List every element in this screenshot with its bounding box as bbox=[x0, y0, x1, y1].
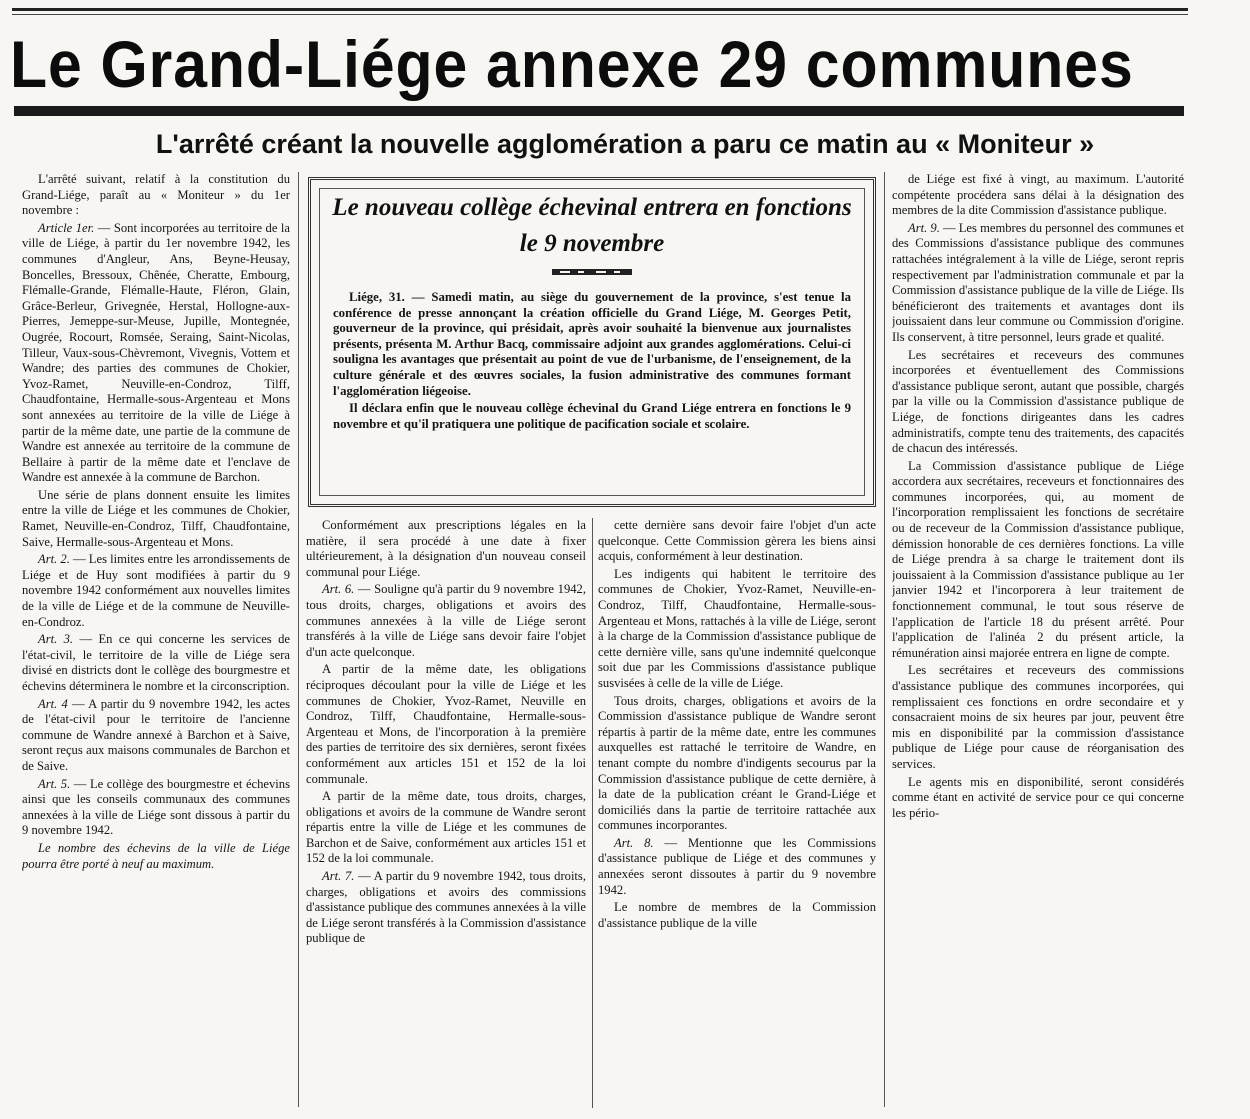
article-3 bbox=[22, 632, 290, 694]
aldermen-note: Le nombre des échevins de la ville de Liége pourra être porté à neuf au maximum. bbox=[22, 840, 290, 871]
agents-paragraph: Le agents mis en disponibilité, seront considérés comme étant en activité de service pour ce qui concerne les pério- bbox=[892, 774, 1184, 820]
article-label: Art. 6. bbox=[322, 582, 355, 597]
article-label: Art. 5. bbox=[38, 776, 71, 791]
article-label: Art. 4 bbox=[38, 696, 68, 711]
article-8 bbox=[598, 836, 876, 898]
article-1 bbox=[22, 221, 290, 486]
headline-rule bbox=[14, 106, 1184, 116]
column-divider bbox=[884, 172, 885, 1107]
article-column-4 bbox=[892, 172, 1184, 1107]
obligations-paragraph: A partir de la même date, les obligations réciproques découlant pour la ville de Liége et les communes de Chokier, Yvoz-Ramet, Neuville en Condroz, Tilff, Chaudfontaine, Hermalle-sous-Argenteau et Mons, de l'incorporation à la première des parties de territoire des six dernières, seront fixées conformément aux articles 151 et 152 de la loi communale. bbox=[306, 662, 586, 786]
secondary-functions-paragraph: Les secrétaires et receveurs des commissions d'assistance publique des communes incorporées, qui remplissaient ces fonctions en ordre secondaire et y consacraient moins de six heures par jour, peuvent être mis en disponibilité par la commission d'assistance publique de Liége pour cause de réorganisation des services. bbox=[892, 663, 1184, 771]
box-body bbox=[333, 290, 851, 432]
council-paragraph: Conformément aux prescriptions légales en la matière, il sera procédé à une date à fixer ultérieurement, à la désignation d'un nouveau conseil communal pour Liége. bbox=[306, 518, 586, 579]
top-rule bbox=[12, 8, 1188, 11]
article-column-3 bbox=[598, 518, 876, 1108]
box-title: Le nouveau collège échevinal entrera en fonctions le 9 novembre bbox=[332, 194, 852, 257]
plans-paragraph: Une série de plans donnent ensuite les limites entre la ville de Liége et les communes de Chokier, Ramet, Neuville-en-Condroz, Tilff, Chaudfontaine, Saive, Hermalle-sous-Argenteau et Mons. bbox=[22, 487, 290, 549]
article-text: — Les limites entre les arrondissements de Liége et de Huy sont modifiées à partir du 9 novembre 1942 conformément aux nouvelles limites de la ville de Liége et de la commune de Neuville-en-Condroz. bbox=[22, 552, 290, 629]
article-label: Art. 2. bbox=[38, 552, 70, 567]
article-7 bbox=[306, 869, 586, 947]
article-text: — A partir du 9 novembre 1942, tous droits, charges, obligations et avoirs des commissions d'assistance publique des communes annexées à la ville de Liége seront transférés à la Commission d'assistance publique de bbox=[306, 869, 586, 946]
secretaries-paragraph: Les secrétaires et receveurs des communes incorporées et éventuellement des Commissions d'assistance publique seront, autant que possible, chargés par la ville ou la Commission d'assistance publique de Liége, de fonctions dirigeantes dans les cadres administratifs, compte tenu des traitements, des capacités de chacun des intéressés. bbox=[892, 347, 1184, 456]
indigents-paragraph: Les indigents qui habitent le territoire des communes de Chokier, Yvoz-Ramet, Neuville-en-Condroz, Tilff, Chaudfontaine, Hermalle-sous-Argenteau et Mons, rattachés à la ville de Liége, seront à la charge de la Commission d'assistance publique de cette dernière ville, sans qu'une indemnité quelconque soit due par les Commissions d'assistance publique susvisées à celle de la ville de Liége. bbox=[598, 566, 876, 690]
article-5 bbox=[22, 777, 290, 839]
article-text: — Souligne qu'à partir du 9 novembre 1942, tous droits, charges, obligations et avoirs des communes annexées à la ville de Liége seront transférés à la ville de Liége sans devoir faire l'objet d'un acte quelconque. bbox=[306, 582, 586, 659]
headline: Le Grand-Liége annexe 29 communes bbox=[10, 27, 1134, 101]
commission-liege-paragraph: La Commission d'assistance publique de Liége accordera aux secrétaires, receveurs et fonctionnaires des communes incorporées, qui, au moment de l'incorporation remplissaient les fonctions de secrétaire ou de receveur de la Commission d'assistance publique, démission honorable de ces dernières fonctions. La ville de Liége prendra à sa charge le traitement dont ils jouissaient à la Commission d'assistance publique au 1er janvier 1942 et l'incorporera à leur traitement de fonctionnement communal, le tout sous réserve de l'application de l'article 18 du présent arrêté. Pour l'application de l'alinéa 2 du présent article, la rémunération ainsi majorée entrera en ligne de compte. bbox=[892, 458, 1184, 660]
ornament-icon bbox=[552, 268, 632, 276]
article-column-1 bbox=[22, 172, 290, 1107]
article-text: — Les membres du personnel des communes et des Commissions d'assistance publique des communes rattachées intégralement à la ville de Liége, seront repris respectivement par l'administration communale et par la Commission d'assistance publique de la ville de Liége. Ils bénéficieront des traitements et avantages dont ils jouissaient dans leur commune ou Commission d'origine. Ils conservent, à titre personnel, leurs grade et qualité. bbox=[892, 220, 1184, 344]
subheadline: L'arrêté créant la nouvelle agglomération a paru ce matin au « Moniteur » bbox=[155, 129, 1095, 159]
wandre-assets-paragraph: Tous droits, charges, obligations et avoirs de la Commission d'assistance publique de Wandre seront répartis à partir de la même date, entre les communes auxquelles est rattaché le territoire de Wandre, en tenant compte du nombre d'indigents secourus par la Commission d'assistance publique de cette dernière, à la date de la publication créant le Grand-Liége et domiciliés dans la partie de territoire rattachée aux communes incorporantes. bbox=[598, 693, 876, 833]
boxed-article bbox=[308, 177, 876, 507]
article-6 bbox=[306, 582, 586, 660]
wandre-paragraph: A partir de la même date, tous droits, charges, obligations et avoirs de la commune de Wandre seront répartis entre la ville de Liége et les communes de Barchon et de Saive, conformément aux articles 151 et 152 de la loi communale. bbox=[306, 789, 586, 866]
box-paragraph: Il déclara enfin que le nouveau collège échevinal du Grand Liége entrera en fonctions le 9 novembre et qu'il pratiquera une politique de pacification sociale et scolaire. bbox=[333, 401, 851, 431]
box-paragraph: Liége, 31. — Samedi matin, au siège du gouvernement de la province, s'est tenue la conférence de presse annonçant la création officielle du Grand Liége, M. Georges Petit, gouverneur de la province, qui présidait, après avoir souhaité la bienvenue aux journalistes présents, présenta M. Arthur Bacq, commissaire adjoint aux grandes agglomérations. Celui-ci souligna les avantages que présentait au point de vue de l'urbanisme, de l'enseignement, de la culture générale et des œuvres sociales, la fusion administrative des communes formant l'agglomération liégeoise. bbox=[333, 290, 851, 398]
article-column-2 bbox=[306, 518, 586, 1108]
members-continued: de Liége est fixé à vingt, au maximum. L'autorité compétente procédera sans délai à la désignation des membres de la dite Commission d'assistance publique. bbox=[892, 172, 1184, 218]
article-label: Art. 7. bbox=[322, 869, 355, 884]
column-divider bbox=[298, 172, 299, 1107]
article-label: Article 1er. bbox=[38, 220, 95, 235]
intro-paragraph: L'arrêté suivant, relatif à la constitution du Grand-Liége, paraît au « Moniteur » du 1er novembre : bbox=[22, 172, 290, 218]
article-text: — Le collège des bourgmestre et échevins ainsi que les conseils communaux des communes annexées à la ville de Liége sont dissous à partir du 9 novembre 1942. bbox=[22, 776, 290, 838]
article-2 bbox=[22, 552, 290, 630]
article-text: — A partir du 9 novembre 1942, les actes de l'état-civil pour le territoire de l'ancienne commune de Wandre annexé à Barchon et à Saive, seront reçus aux maisons communales de Barchon et de Saive. bbox=[22, 696, 290, 773]
members-paragraph: Le nombre de membres de la Commission d'assistance publique de la ville bbox=[598, 900, 876, 930]
article-text: — En ce qui concerne les services de l'état-civil, le territoire de la ville de Liége sera divisé en districts dont le collège des bourgmestre et échevins déterminera le nombre et la circonscription. bbox=[22, 632, 290, 693]
article-label: Art. 9. bbox=[908, 220, 940, 235]
article-label: Art. 8. bbox=[614, 835, 654, 850]
column-divider bbox=[592, 518, 593, 1108]
commission-paragraph: cette dernière sans devoir faire l'objet d'un acte quelconque. Cette Commission gèrera les biens ainsi acquis, conformément à leur destination. bbox=[598, 518, 876, 564]
article-label: Art. 3. bbox=[38, 632, 74, 647]
top-rule-thin bbox=[12, 14, 1188, 15]
article-9 bbox=[892, 221, 1184, 346]
article-4 bbox=[22, 697, 290, 775]
article-text: — Mentionne que les Commissions d'assistance publique de Liége et des communes y annexées seront dissoutes à partir du 9 novembre 1942. bbox=[598, 835, 876, 897]
article-text: — Sont incorporées au territoire de la ville de Liége, à partir du 1er novembre 1942, les communes d'Angleur, Ans, Beyne-Heusay, Boncelles, Bressoux, Chênée, Cheratte, Embourg, Flémalle-Grande, Flémalle-Haute, Fléron, Glain, Grâce-Berleur, Grivegnée, Herstal, Hollogne-aux-Pierres, Jemeppe-sur-Meuse, Jupille, Montegnée, Ougrée, Rocourt, Romsée, Seraing, Saint-Nicolas, Tilleur, Vaux-sous-Chèvremont, Vivegnis, Vottem et Wandre; des parties des communes de Chokier, Yvoz-Ramet, Neuville-en-Condroz, Tilff, Chaudfontaine, Hermalle-sous-Argenteau et Mons sont annexées au territoire de la ville de Liége à partir de la même date, une partie de la commune de Wandre est annexée au territoire de la commune de Bellaire à partir de la même date et l'enclave de Wandre est annexée à la commune de Barchon. bbox=[22, 220, 290, 485]
